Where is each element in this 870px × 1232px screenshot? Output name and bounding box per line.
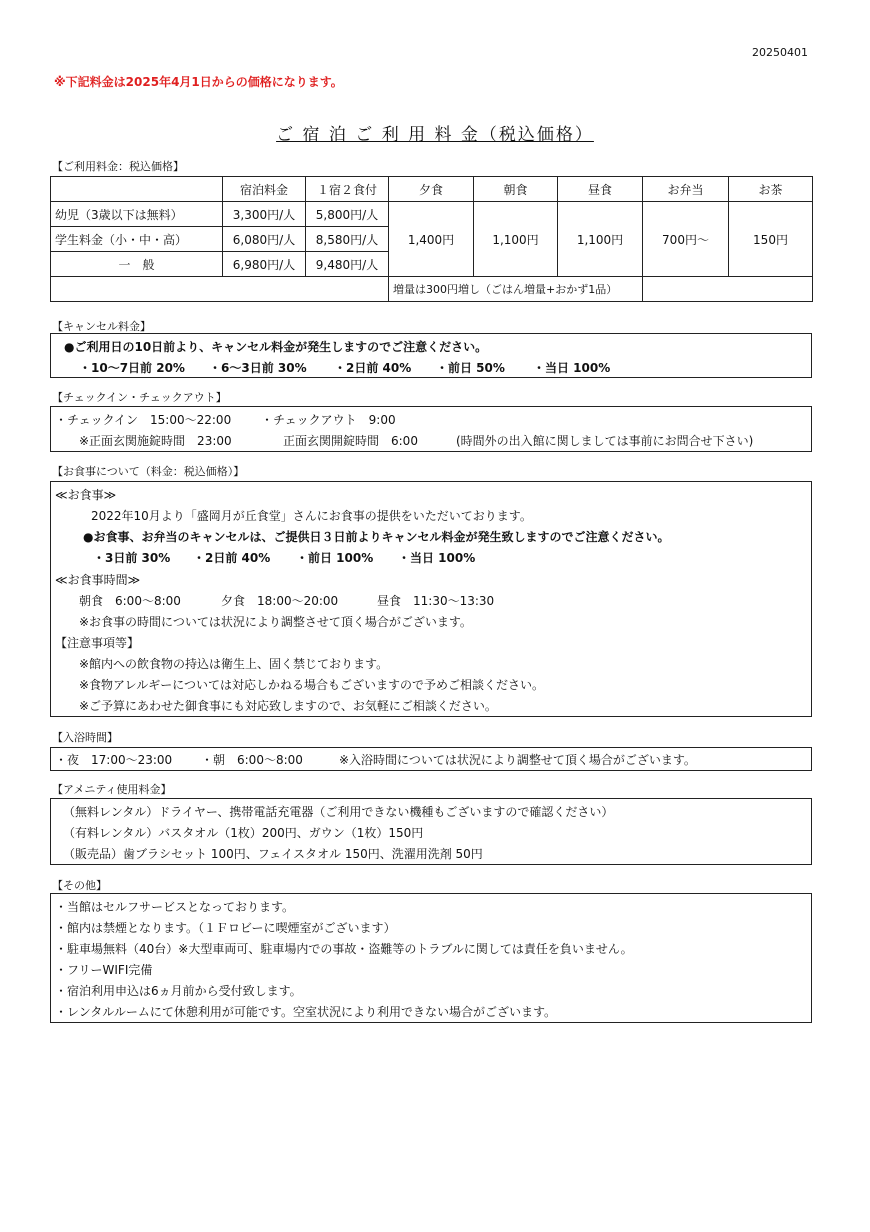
meal-cancel-item: ・3日前 30%	[93, 551, 171, 565]
meal-cancel-item: ・当日 100%	[398, 551, 476, 565]
empty-cell	[643, 277, 813, 302]
price-effective-notice: ※下記料金は2025年4月1日からの価格になります。	[54, 75, 343, 89]
meal-time-note: ※お食事の時間については状況により調整させて頂く場合がございます。	[79, 615, 472, 629]
header-cell: お茶	[729, 177, 813, 202]
checkin-heading: 【チェックイン・チェックアウト】	[52, 391, 227, 404]
meal-provider: 2022年10月より「盛岡月が丘食堂」さんにお食事の提供をいただいております。	[91, 509, 532, 523]
bath-morning: ・朝 6:00～8:00	[201, 753, 303, 767]
row-label: 学生料金（小・中・高）	[51, 227, 223, 252]
bath-heading: 【入浴時間】	[52, 731, 118, 744]
meal-cancel-line: ●お食事、お弁当のキャンセルは、ご提供日３日前よりキャンセル料金が発生致しますのでご注意ください。	[83, 530, 670, 544]
meals-box	[50, 481, 812, 717]
other-line: ・館内は禁煙となります。（１Ｆロビーに喫煙室がございます）	[55, 921, 396, 935]
header-cell: 宿泊料金	[223, 177, 306, 202]
dinner-price: 1,400円	[389, 202, 474, 277]
checkin-time: ・チェックイン 15:00～22:00	[55, 413, 232, 427]
two-meal-price: 5,800円/人	[306, 202, 389, 227]
cancel-item: ・前日 50%	[436, 361, 505, 375]
page-title: ご 宿 泊 ご 利 用 料 金（税込価格）	[276, 125, 594, 145]
meals-subheading: ≪お食事≫	[55, 488, 117, 502]
cancel-item: ・2日前 40%	[334, 361, 412, 375]
table-header-row	[51, 177, 813, 202]
empty-cell	[51, 277, 389, 302]
header-cell: １宿２食付	[306, 177, 389, 202]
amenity-line: （有料レンタル）バスタオル（1枚）200円、ガウン（1枚）150円	[63, 826, 424, 840]
bath-box	[50, 747, 812, 771]
meal-note: ※館内への飲食物の持込は衛生上、固く禁じております。	[79, 657, 389, 671]
header-cell	[51, 177, 223, 202]
stay-price: 3,300円/人	[223, 202, 306, 227]
checkin-box	[50, 406, 812, 452]
lock-time: ※正面玄関施錠時間 23:00	[79, 434, 232, 448]
amenity-box	[50, 798, 812, 865]
bento-price: 700円～	[643, 202, 729, 277]
two-meal-price: 8,580円/人	[306, 227, 389, 252]
amenity-line: （無料レンタル）ドライヤー、携帯電話充電器（ご利用できない機種もございますので確認ください）	[63, 805, 614, 819]
two-meal-price: 9,480円/人	[306, 252, 389, 277]
checkout-time: ・チェックアウト 9:00	[261, 413, 396, 427]
other-line: ・駐車場無料（40台）※大型車両可、駐車場内での事故・盗難等のトラブルに関しては責任を負いません。	[55, 942, 633, 956]
checkin-note: (時間外の出入館に関しましては事前にお問合せ下さい)	[456, 434, 754, 448]
bath-note: ※入浴時間については状況により調整せて頂く場合がございます。	[339, 753, 696, 767]
cancel-item: ・6～3日前 30%	[209, 361, 307, 375]
lunch-price: 1,100円	[558, 202, 643, 277]
meal-time: 夕食 18:00～20:00	[221, 594, 339, 608]
table-row	[51, 277, 813, 302]
meal-time: 昼食 11:30～13:30	[377, 594, 495, 608]
price-section-heading: 【ご利用料金：税込価格】	[52, 160, 184, 173]
meal-cancel-item: ・2日前 40%	[193, 551, 271, 565]
header-cell: 昼食	[558, 177, 643, 202]
stay-price: 6,080円/人	[223, 227, 306, 252]
amenity-heading: 【アメニティ使用料金】	[52, 783, 172, 796]
extra-note: 増量は300円増し（ごはん増量+おかず1品）	[389, 277, 643, 302]
bath-night: ・夜 17:00～23:00	[55, 753, 173, 767]
price-table	[50, 176, 813, 302]
other-line: ・宿泊利用申込は6ヵ月前から受付致します。	[55, 984, 302, 998]
header-cell: お弁当	[643, 177, 729, 202]
amenity-line: （販売品）歯ブラシセット 100円、フェイスタオル 150円、洗濯用洗剤 50円	[63, 847, 483, 861]
meals-subheading: ≪お食事時間≫	[55, 573, 141, 587]
stay-price: 6,980円/人	[223, 252, 306, 277]
table-row	[51, 202, 813, 227]
meals-subheading: 【注意事項等】	[55, 636, 140, 650]
meal-cancel-item: ・前日 100%	[296, 551, 374, 565]
row-label: 一 般	[51, 252, 223, 277]
other-line: ・フリーWIFI完備	[55, 963, 153, 977]
other-heading: 【その他】	[52, 879, 107, 892]
cancel-heading: 【キャンセル料金】	[52, 320, 151, 333]
meal-time: 朝食 6:00～8:00	[79, 594, 181, 608]
cancel-box	[50, 333, 812, 378]
other-box	[50, 893, 812, 1023]
document-date: 20250401	[752, 46, 808, 59]
meal-note: ※ご予算にあわせた御食事にも対応致しますので、お気軽にご相談ください。	[79, 699, 497, 713]
header-cell: 夕食	[389, 177, 474, 202]
header-cell: 朝食	[474, 177, 558, 202]
row-label: 幼児（3歳以下は無料）	[51, 202, 223, 227]
other-line: ・レンタルルームにて休憩利用が可能です。空室状況により利用できない場合がございます。	[55, 1005, 557, 1019]
cancel-item: ・当日 100%	[533, 361, 611, 375]
other-line: ・当館はセルフサービスとなっております。	[55, 900, 295, 914]
cancel-line: ●ご利用日の10日前より、キャンセル料金が発生しますのでご注意ください。	[64, 340, 488, 354]
meals-heading: 【お食事について（料金：税込価格）】	[52, 465, 245, 478]
cancel-item: ・10～7日前 20%	[79, 361, 185, 375]
meal-note: ※食物アレルギーについては対応しかねる場合もございますので予めご相談ください。	[79, 678, 545, 692]
tea-price: 150円	[729, 202, 813, 277]
breakfast-price: 1,100円	[474, 202, 558, 277]
unlock-time: 正面玄関開錠時間 6:00	[283, 434, 418, 448]
